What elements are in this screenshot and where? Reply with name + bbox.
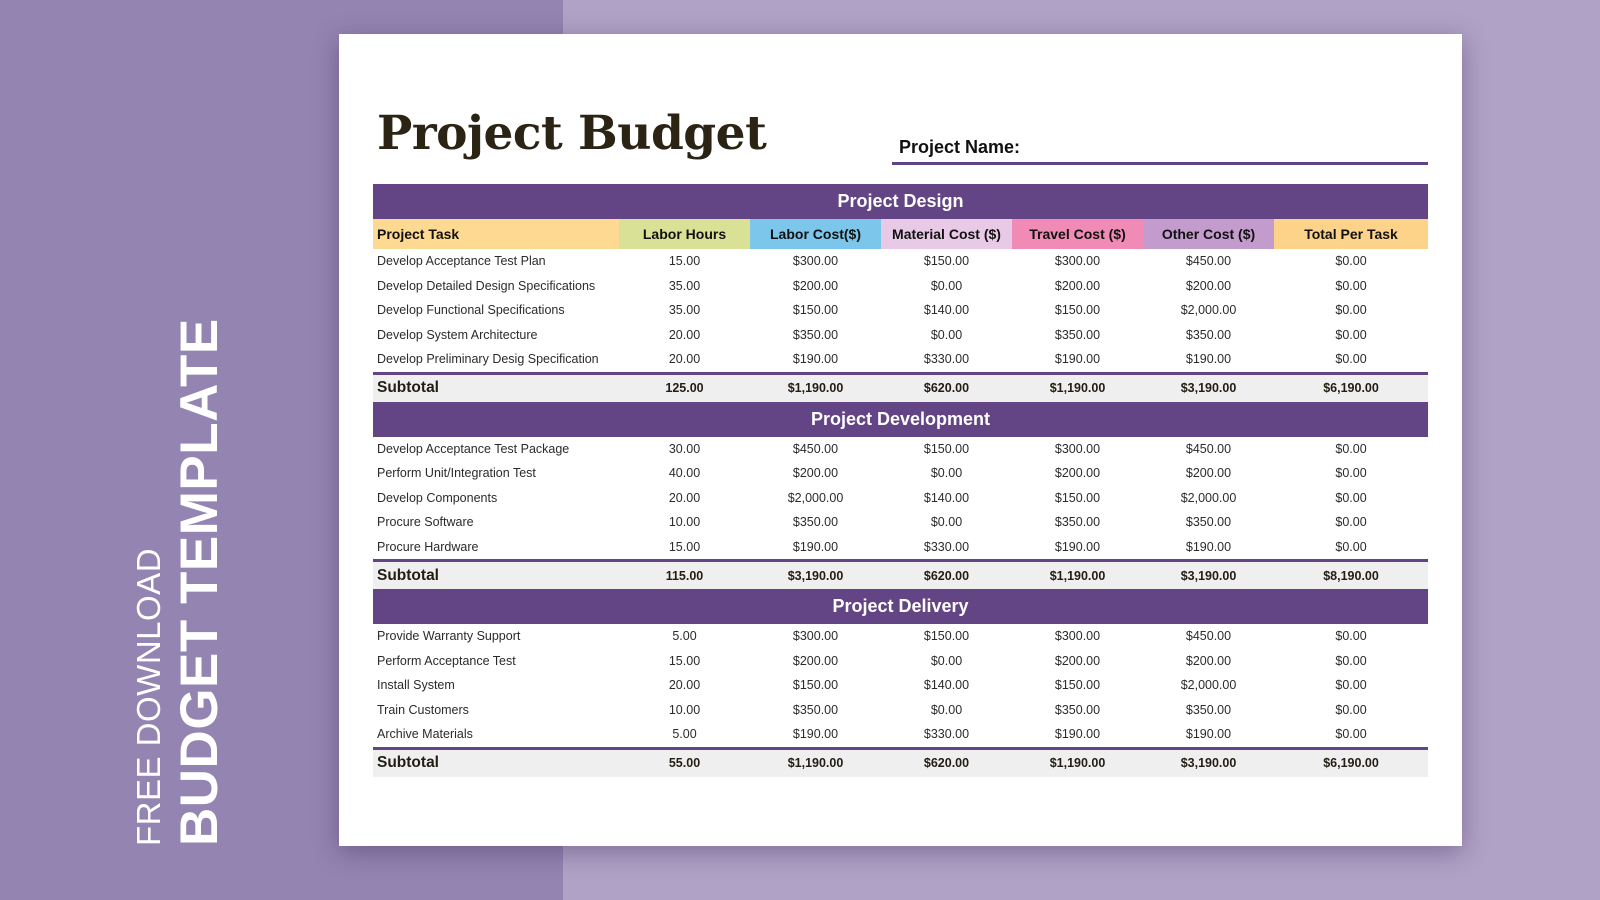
table-cell: 35.00 — [668, 303, 701, 318]
subtotal-cell: $1,190.00 — [1012, 561, 1143, 590]
table-row — [373, 535, 1428, 561]
table-cell: $0.00 — [1335, 629, 1367, 644]
table-cell: $200.00 — [1185, 653, 1232, 668]
table-cell: $200.00 — [1054, 278, 1101, 293]
subtotal-cell: Subtotal — [373, 373, 619, 402]
table-cell: $330.00 — [923, 539, 970, 554]
table-cell: $0.00 — [930, 327, 963, 342]
table-cell: Perform Unit/Integration Test — [377, 466, 536, 481]
subtotal-cell: 125.00 — [619, 373, 750, 402]
table-row — [373, 698, 1428, 723]
subtotal-cell: Subtotal — [373, 561, 619, 590]
table-cell: $150.00 — [1054, 678, 1101, 693]
table-cell: $2,000.00 — [1180, 678, 1237, 693]
table-cell: $300.00 — [792, 629, 839, 644]
budget-table — [373, 184, 1428, 777]
section-title: Project Delivery — [373, 589, 1428, 624]
section-header-row — [373, 589, 1428, 624]
table-cell: $330.00 — [923, 352, 970, 367]
project-name-field[interactable] — [892, 137, 1428, 165]
table-cell: Train Customers — [377, 702, 469, 717]
table-cell: 10.00 — [668, 702, 701, 717]
table-cell: $0.00 — [930, 653, 963, 668]
section-title: Project Design — [373, 184, 1428, 219]
subtotal-cell: Subtotal — [373, 748, 619, 777]
table-row — [373, 437, 1428, 462]
subtotal-cell: $620.00 — [881, 561, 1012, 590]
table-cell: $200.00 — [1185, 278, 1232, 293]
side-banner-big: BUDGET TEMPLATE — [170, 318, 229, 846]
table-row — [373, 249, 1428, 274]
page-title: Project Budget — [377, 106, 767, 161]
table-cell: Provide Warranty Support — [377, 629, 521, 644]
table-cell: $190.00 — [1185, 727, 1232, 742]
table-cell: Develop Acceptance Test Plan — [377, 254, 546, 269]
table-cell: $150.00 — [792, 678, 839, 693]
table-cell: $300.00 — [1054, 441, 1101, 456]
subtotal-cell: 115.00 — [619, 561, 750, 590]
table-cell: $0.00 — [1335, 303, 1367, 318]
subtotal-cell: $620.00 — [881, 748, 1012, 777]
table-cell: 20.00 — [668, 678, 701, 693]
table-cell: Install System — [377, 678, 455, 693]
table-cell: $350.00 — [1054, 515, 1101, 530]
subtotal-cell: $3,190.00 — [1143, 561, 1274, 590]
table-cell: $150.00 — [923, 254, 970, 269]
table-cell: $190.00 — [792, 539, 839, 554]
table-cell: $0.00 — [1335, 515, 1367, 530]
table-cell: $350.00 — [1185, 515, 1232, 530]
subtotal-row — [373, 561, 1428, 590]
table-cell: 20.00 — [668, 490, 701, 505]
table-cell: Perform Acceptance Test — [377, 653, 516, 668]
subtotal-cell: $8,190.00 — [1274, 561, 1428, 590]
table-cell: Develop Components — [377, 490, 498, 505]
table-cell: 15.00 — [668, 653, 701, 668]
table-cell: $140.00 — [923, 303, 970, 318]
table-cell: $300.00 — [1054, 629, 1101, 644]
header-total-per-task: Total Per Task — [1274, 219, 1428, 249]
table-cell: $200.00 — [1054, 653, 1101, 668]
subtotal-cell: $3,190.00 — [750, 561, 881, 590]
table-cell: $350.00 — [792, 515, 839, 530]
table-cell: $2,000.00 — [1180, 490, 1237, 505]
budget-table-body — [373, 184, 1428, 777]
section-header-row — [373, 184, 1428, 219]
table-cell: $190.00 — [792, 727, 839, 742]
header-labor-cost: Labor Cost($) — [750, 219, 881, 249]
table-cell: 20.00 — [668, 352, 701, 367]
table-cell: $0.00 — [930, 702, 963, 717]
table-cell: $200.00 — [1054, 466, 1101, 481]
table-row — [373, 510, 1428, 535]
table-row — [373, 274, 1428, 299]
table-cell: $0.00 — [1335, 727, 1367, 742]
table-cell: $350.00 — [1054, 702, 1101, 717]
table-cell: Develop Detailed Design Specifications — [377, 278, 596, 293]
table-cell: 40.00 — [668, 466, 701, 481]
table-row — [373, 461, 1428, 486]
table-cell: $140.00 — [923, 678, 970, 693]
table-cell: $150.00 — [923, 441, 970, 456]
table-cell: $0.00 — [1335, 327, 1367, 342]
table-cell: 20.00 — [668, 327, 701, 342]
table-cell: $450.00 — [1185, 629, 1232, 644]
subtotal-row — [373, 373, 1428, 402]
table-cell: Develop Preliminary Desig Specification — [377, 352, 599, 367]
table-cell: Archive Materials — [377, 727, 473, 742]
table-cell: $190.00 — [1054, 727, 1101, 742]
table-row — [373, 624, 1428, 649]
table-cell: $200.00 — [792, 278, 839, 293]
table-cell: Develop System Architecture — [377, 327, 538, 342]
table-cell: $450.00 — [1185, 441, 1232, 456]
table-row — [373, 649, 1428, 674]
project-name-label: Project Name: — [899, 137, 1021, 157]
table-cell: $200.00 — [792, 466, 839, 481]
table-cell: $2,000.00 — [787, 490, 844, 505]
table-cell: 15.00 — [668, 254, 701, 269]
table-cell: $2,000.00 — [1180, 303, 1237, 318]
header-project-task: Project Task — [373, 219, 619, 249]
table-cell: $0.00 — [1335, 490, 1367, 505]
table-cell: $190.00 — [1054, 352, 1101, 367]
table-cell: $350.00 — [1054, 327, 1101, 342]
table-cell: $200.00 — [792, 653, 839, 668]
table-cell: $0.00 — [1335, 466, 1367, 481]
header-travel-cost: Travel Cost ($) — [1012, 219, 1143, 249]
table-row — [373, 298, 1428, 323]
subtotal-cell: $3,190.00 — [1143, 373, 1274, 402]
table-cell: $190.00 — [1054, 539, 1101, 554]
subtotal-cell: $6,190.00 — [1274, 373, 1428, 402]
column-header-row — [373, 219, 1428, 249]
table-cell: Procure Software — [377, 515, 474, 530]
table-cell: Develop Acceptance Test Package — [377, 441, 570, 456]
table-row — [373, 323, 1428, 348]
subtotal-cell: $1,190.00 — [750, 748, 881, 777]
table-row — [373, 486, 1428, 511]
table-cell: Develop Functional Specifications — [377, 303, 565, 318]
table-row — [373, 722, 1428, 748]
header-material-cost: Material Cost ($) — [881, 219, 1012, 249]
table-cell: Procure Hardware — [377, 539, 479, 554]
table-cell: $0.00 — [1335, 702, 1367, 717]
table-cell: $450.00 — [792, 441, 839, 456]
table-cell: 10.00 — [668, 515, 701, 530]
side-banner — [130, 318, 229, 846]
table-cell: $0.00 — [1335, 352, 1367, 367]
table-cell: $0.00 — [930, 466, 963, 481]
table-row — [373, 673, 1428, 698]
table-cell: 30.00 — [668, 441, 701, 456]
subtotal-cell: $620.00 — [881, 373, 1012, 402]
table-cell: $190.00 — [1185, 539, 1232, 554]
table-cell: $0.00 — [1335, 441, 1367, 456]
table-cell: $0.00 — [930, 515, 963, 530]
budget-sheet — [339, 34, 1462, 846]
table-cell: $200.00 — [1185, 466, 1232, 481]
table-cell: $150.00 — [792, 303, 839, 318]
table-cell: 5.00 — [672, 629, 697, 644]
subtotal-cell: $1,190.00 — [750, 373, 881, 402]
subtotal-row — [373, 748, 1428, 777]
table-cell: $0.00 — [1335, 539, 1367, 554]
subtotal-cell: $1,190.00 — [1012, 748, 1143, 777]
section-header-row — [373, 402, 1428, 437]
table-cell: 35.00 — [668, 278, 701, 293]
table-cell: $350.00 — [1185, 327, 1232, 342]
subtotal-cell: $3,190.00 — [1143, 748, 1274, 777]
subtotal-cell: $1,190.00 — [1012, 373, 1143, 402]
table-cell: $300.00 — [792, 254, 839, 269]
table-cell: 15.00 — [668, 539, 701, 554]
table-row — [373, 347, 1428, 373]
table-cell: $140.00 — [923, 490, 970, 505]
table-cell: $150.00 — [1054, 490, 1101, 505]
table-cell: $300.00 — [1054, 254, 1101, 269]
table-cell: 5.00 — [672, 727, 697, 742]
table-cell: $350.00 — [792, 702, 839, 717]
subtotal-cell: 55.00 — [619, 748, 750, 777]
table-cell: $190.00 — [1185, 352, 1232, 367]
table-cell: $450.00 — [1185, 254, 1232, 269]
side-banner-small: FREE DOWNLOAD — [130, 547, 167, 846]
subtotal-cell: $6,190.00 — [1274, 748, 1428, 777]
table-cell: $0.00 — [1335, 254, 1367, 269]
table-cell: $0.00 — [1335, 653, 1367, 668]
header-labor-hours: Labor Hours — [619, 219, 750, 249]
table-cell: $350.00 — [1185, 702, 1232, 717]
section-title: Project Development — [373, 402, 1428, 437]
table-cell: $350.00 — [792, 327, 839, 342]
table-cell: $150.00 — [923, 629, 970, 644]
table-cell: $330.00 — [923, 727, 970, 742]
table-cell: $0.00 — [1335, 678, 1367, 693]
table-cell: $150.00 — [1054, 303, 1101, 318]
table-cell: $0.00 — [930, 278, 963, 293]
table-cell: $190.00 — [792, 352, 839, 367]
table-cell: $0.00 — [1335, 278, 1367, 293]
header-other-cost: Other Cost ($) — [1143, 219, 1274, 249]
